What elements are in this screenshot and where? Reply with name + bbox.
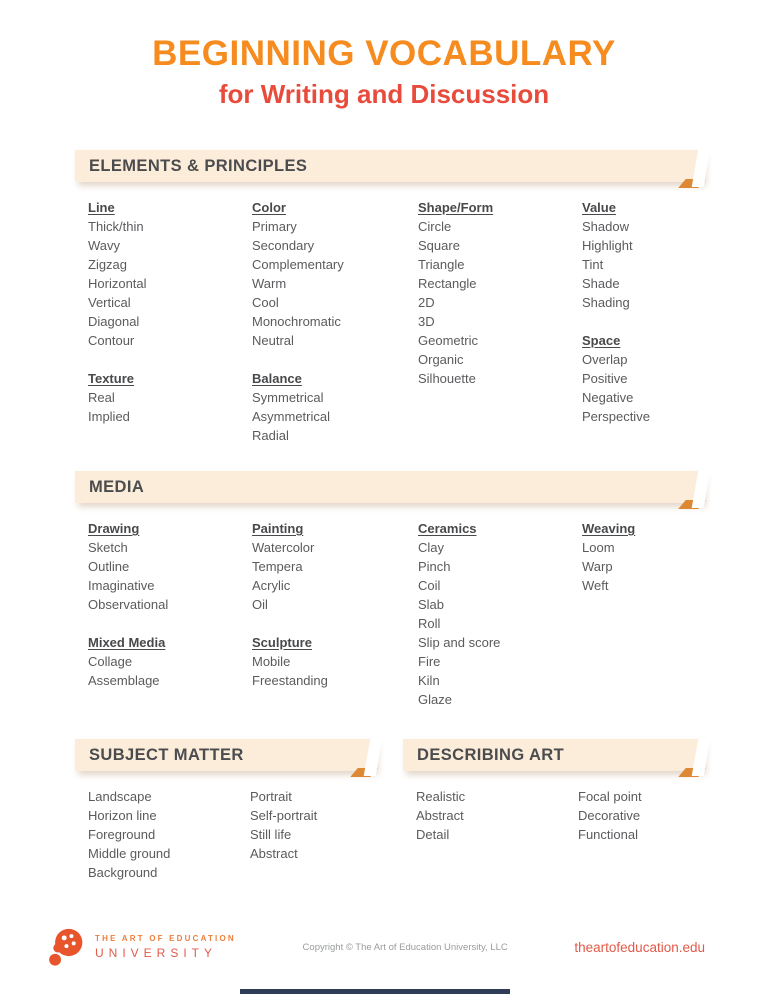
vocab-item: Observational xyxy=(88,597,169,612)
vocab-item: Roll xyxy=(418,616,441,631)
brand-line-1: THE ART OF EDUCATION xyxy=(95,934,236,943)
vocab-column xyxy=(250,787,375,882)
vocab-item: Wavy xyxy=(88,238,121,253)
vocab-item: Imaginative xyxy=(88,578,155,593)
section-heading-band xyxy=(75,150,703,182)
vocab-item: 2D xyxy=(418,295,435,310)
vocab-item: Oil xyxy=(252,597,268,612)
copyright-text: Copyright © The Art of Education University, LLC xyxy=(302,941,508,953)
vocab-item: Thick/thin xyxy=(88,219,144,234)
vocab-item: Rectangle xyxy=(418,276,477,291)
page-edge-artifact xyxy=(240,989,510,994)
vocab-item: Real xyxy=(88,390,115,405)
page-title: BEGINNING VOCABULARY xyxy=(152,34,616,73)
vocab-item: Foreground xyxy=(88,827,156,842)
vocab-columns xyxy=(75,787,375,882)
vocab-item: Collage xyxy=(88,654,133,669)
vocab-item: Diagonal xyxy=(88,314,140,329)
vocab-group-title: Value xyxy=(582,200,616,215)
vocab-item: Glaze xyxy=(418,692,452,707)
vocab-item: Triangle xyxy=(418,257,465,272)
vocab-item: Coil xyxy=(418,578,441,593)
vocab-item: Overlap xyxy=(582,352,628,367)
section-subject-matter xyxy=(75,739,375,882)
vocab-item: Shadow xyxy=(582,219,629,234)
vocab-item: Shading xyxy=(582,295,630,310)
section-heading-band xyxy=(75,739,375,771)
vocab-item: Horizontal xyxy=(88,276,147,291)
vocab-item: Functional xyxy=(578,827,638,842)
vocab-item: Detail xyxy=(416,827,450,842)
vocab-item: Self-portrait xyxy=(250,808,318,823)
vocab-item: Freestanding xyxy=(252,673,328,688)
vocab-item: Tempera xyxy=(252,559,303,574)
vocab-group xyxy=(88,369,252,426)
vocab-item: Organic xyxy=(418,352,464,367)
vocab-item: Warp xyxy=(582,559,613,574)
vocab-group-title: Space xyxy=(582,333,621,348)
vocab-item: Background xyxy=(88,865,158,880)
vocab-column xyxy=(252,198,418,445)
vocab-item: Fire xyxy=(418,654,441,669)
vocab-group xyxy=(578,787,703,844)
section-media xyxy=(75,471,703,709)
vocab-item: Radial xyxy=(252,428,289,443)
vocab-group xyxy=(582,198,703,312)
vocab-item: Contour xyxy=(88,333,135,348)
vocab-item: Clay xyxy=(418,540,445,555)
vocab-item: Realistic xyxy=(416,789,466,804)
vocab-group-title: Mixed Media xyxy=(88,635,166,650)
section-describing-art xyxy=(403,739,703,882)
vocab-item: Abstract xyxy=(250,846,298,861)
section-heading: MEDIA xyxy=(89,477,145,496)
vocab-item: 3D xyxy=(418,314,435,329)
vocab-group xyxy=(252,519,418,614)
vocab-item: Landscape xyxy=(88,789,152,804)
vocab-item: Weft xyxy=(582,578,609,593)
vocab-item: Acrylic xyxy=(252,578,291,593)
vocab-item: Negative xyxy=(582,390,634,405)
vocab-group-title: Line xyxy=(88,200,115,215)
section-elements-principles xyxy=(75,150,703,445)
vocab-group xyxy=(88,787,250,882)
document-footer xyxy=(46,926,705,968)
palette-logo-icon xyxy=(46,926,86,968)
vocab-group xyxy=(252,198,418,350)
vocab-columns xyxy=(403,787,703,844)
section-heading: SUBJECT MATTER xyxy=(89,745,244,764)
vocab-column xyxy=(418,198,582,445)
vocab-group xyxy=(582,331,703,426)
vocab-item: Secondary xyxy=(252,238,315,253)
vocab-group-title: Sculpture xyxy=(252,635,312,650)
vocab-item: Primary xyxy=(252,219,297,234)
document-content xyxy=(75,150,703,882)
vocab-group xyxy=(416,787,578,844)
vocab-group-title: Color xyxy=(252,200,286,215)
vocab-group xyxy=(418,198,582,388)
vocab-columns xyxy=(75,519,703,709)
vocab-item: Neutral xyxy=(252,333,294,348)
page-subtitle: for Writing and Discussion xyxy=(218,79,550,109)
vocab-group-title: Texture xyxy=(88,371,134,386)
vocab-item: Assemblage xyxy=(88,673,160,688)
vocab-column xyxy=(582,198,703,445)
vocab-column xyxy=(88,787,250,882)
vocab-item: Monochromatic xyxy=(252,314,341,329)
vocab-item: Symmetrical xyxy=(252,390,324,405)
vocab-item: Mobile xyxy=(252,654,291,669)
brand-text xyxy=(95,934,236,960)
vocab-group xyxy=(252,369,418,445)
vocab-item: Zigzag xyxy=(88,257,128,272)
vocab-item: Slip and score xyxy=(418,635,501,650)
vocab-item: Silhouette xyxy=(418,371,476,386)
vocab-item: Cool xyxy=(252,295,279,310)
vocab-item: Highlight xyxy=(582,238,633,253)
vocab-item: Shade xyxy=(582,276,620,291)
vocab-item: Watercolor xyxy=(252,540,315,555)
vocab-item: Horizon line xyxy=(88,808,157,823)
vocab-item: Focal point xyxy=(578,789,642,804)
vocab-group-title: Drawing xyxy=(88,521,140,536)
vocab-group xyxy=(582,519,703,595)
vocab-item: Outline xyxy=(88,559,130,574)
vocab-item: Positive xyxy=(582,371,628,386)
vocab-item: Decorative xyxy=(578,808,641,823)
vocab-item: Perspective xyxy=(582,409,650,424)
vocab-item: Portrait xyxy=(250,789,292,804)
vocab-item: Asymmetrical xyxy=(252,409,331,424)
vocab-group xyxy=(252,633,418,690)
vocab-group-title: Shape/Form xyxy=(418,200,494,215)
website-link[interactable]: theartofeducation.edu xyxy=(574,939,705,955)
vocab-group-title: Ceramics xyxy=(418,521,477,536)
vocab-item: Square xyxy=(418,238,460,253)
vocab-item: Kiln xyxy=(418,673,440,688)
vocab-item: Warm xyxy=(252,276,287,291)
vocab-item: Circle xyxy=(418,219,452,234)
vocab-item: Slab xyxy=(418,597,445,612)
vocab-item: Middle ground xyxy=(88,846,171,861)
vocab-group-title: Painting xyxy=(252,521,304,536)
vocab-group xyxy=(88,198,252,350)
section-heading-band xyxy=(75,471,703,503)
bottom-sections xyxy=(75,739,703,882)
document-header xyxy=(0,0,768,110)
brand-line-2: UNIVERSITY xyxy=(95,946,218,960)
vocab-column xyxy=(416,787,578,844)
vocab-item: Sketch xyxy=(88,540,128,555)
vocab-item: Geometric xyxy=(418,333,478,348)
vocab-column xyxy=(88,198,252,445)
vocab-group xyxy=(418,519,582,709)
vocab-item: Still life xyxy=(250,827,292,842)
vocab-group xyxy=(88,519,252,614)
section-heading: DESCRIBING ART xyxy=(417,745,565,764)
section-heading: ELEMENTS & PRINCIPLES xyxy=(89,156,308,175)
vocab-column xyxy=(582,519,703,709)
section-heading-band xyxy=(403,739,703,771)
vocab-item: Abstract xyxy=(416,808,464,823)
vocab-group xyxy=(88,633,252,690)
vocab-columns xyxy=(75,198,703,445)
vocab-item: Implied xyxy=(88,409,130,424)
vocab-group xyxy=(250,787,375,863)
vocab-column xyxy=(88,519,252,709)
vocab-item: Pinch xyxy=(418,559,451,574)
vocab-column xyxy=(578,787,703,844)
vocab-group-title: Weaving xyxy=(582,521,636,536)
vocab-item: Complementary xyxy=(252,257,344,272)
vocab-column xyxy=(252,519,418,709)
vocab-item: Vertical xyxy=(88,295,131,310)
vocab-item: Tint xyxy=(582,257,604,272)
vocab-group-title: Balance xyxy=(252,371,302,386)
brand-block xyxy=(46,926,236,968)
vocab-column xyxy=(418,519,582,709)
vocab-item: Loom xyxy=(582,540,615,555)
